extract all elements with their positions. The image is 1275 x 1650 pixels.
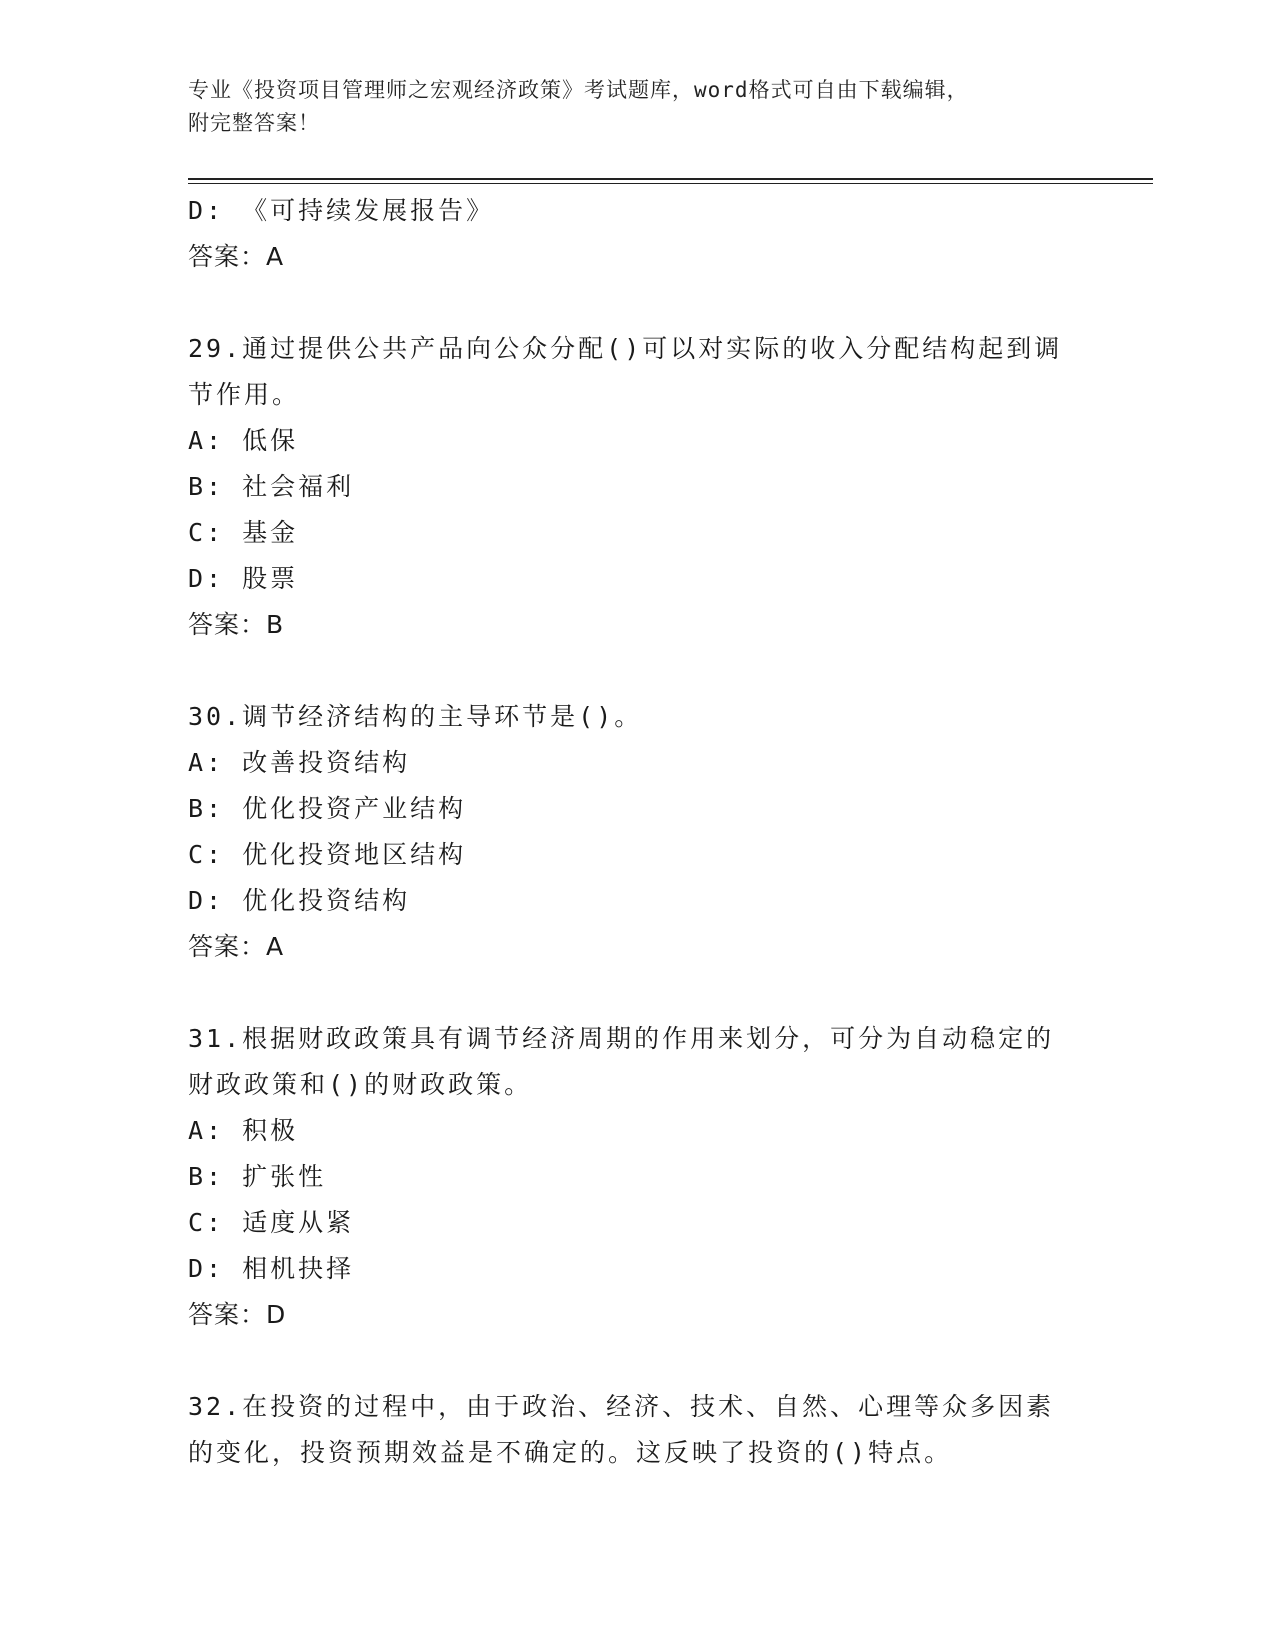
question-stem: 31.根据财政政策具有调节经济周期的作用来划分，可分为自动稳定的 [188,1024,1055,1053]
question-stem: 32.在投资的过程中，由于政治、经济、技术、自然、心理等众多因素 [188,1392,1055,1421]
option-c: C: 适度从紧 [188,1208,355,1237]
question-29 [188,326,1088,648]
option-b: B: 社会福利 [188,472,355,501]
option-a: A: 改善投资结构 [188,748,411,777]
option-b: B: 扩张性 [188,1162,327,1191]
option-d: D: 相机抉择 [188,1254,355,1283]
question-stem-continued: 的变化，投资预期效益是不确定的。这反映了投资的()特点。 [188,1438,953,1467]
answer: 答案：B [188,610,285,639]
question-32 [188,1384,1088,1476]
option-a: A: 低保 [188,426,299,455]
spacer [188,648,1088,694]
option-b: B: 优化投资产业结构 [188,794,467,823]
question-stem-continued: 财政政策和()的财政政策。 [188,1070,533,1099]
option-a: A: 积极 [188,1116,299,1145]
header-line-2: 附完整答案！ [188,111,320,135]
question-28-tail [188,188,1088,280]
option-d: D: 股票 [188,564,299,593]
header-divider-thin [188,183,1153,184]
spacer [188,970,1088,1016]
option-d: D: 《可持续发展报告》 [188,196,495,225]
header-divider-thick [188,178,1153,180]
spacer [188,280,1088,326]
document-body [188,188,1088,1476]
answer: 答案：D [188,1300,287,1329]
spacer [188,1338,1088,1384]
option-c: C: 优化投资地区结构 [188,840,467,869]
document-header [188,74,1088,140]
header-line-1: 专业《投资项目管理师之宏观经济政策》考试题库，word格式可自由下载编辑， [188,78,969,102]
question-30 [188,694,1088,970]
answer: 答案：A [188,932,285,961]
question-stem-continued: 节作用。 [188,380,301,409]
answer: 答案：A [188,242,285,271]
question-stem: 29.通过提供公共产品向公众分配()可以对实际的收入分配结构起到调 [188,334,1063,363]
option-c: C: 基金 [188,518,299,547]
question-stem: 30.调节经济结构的主导环节是()。 [188,702,643,731]
question-31 [188,1016,1088,1338]
option-d: D: 优化投资结构 [188,886,411,915]
